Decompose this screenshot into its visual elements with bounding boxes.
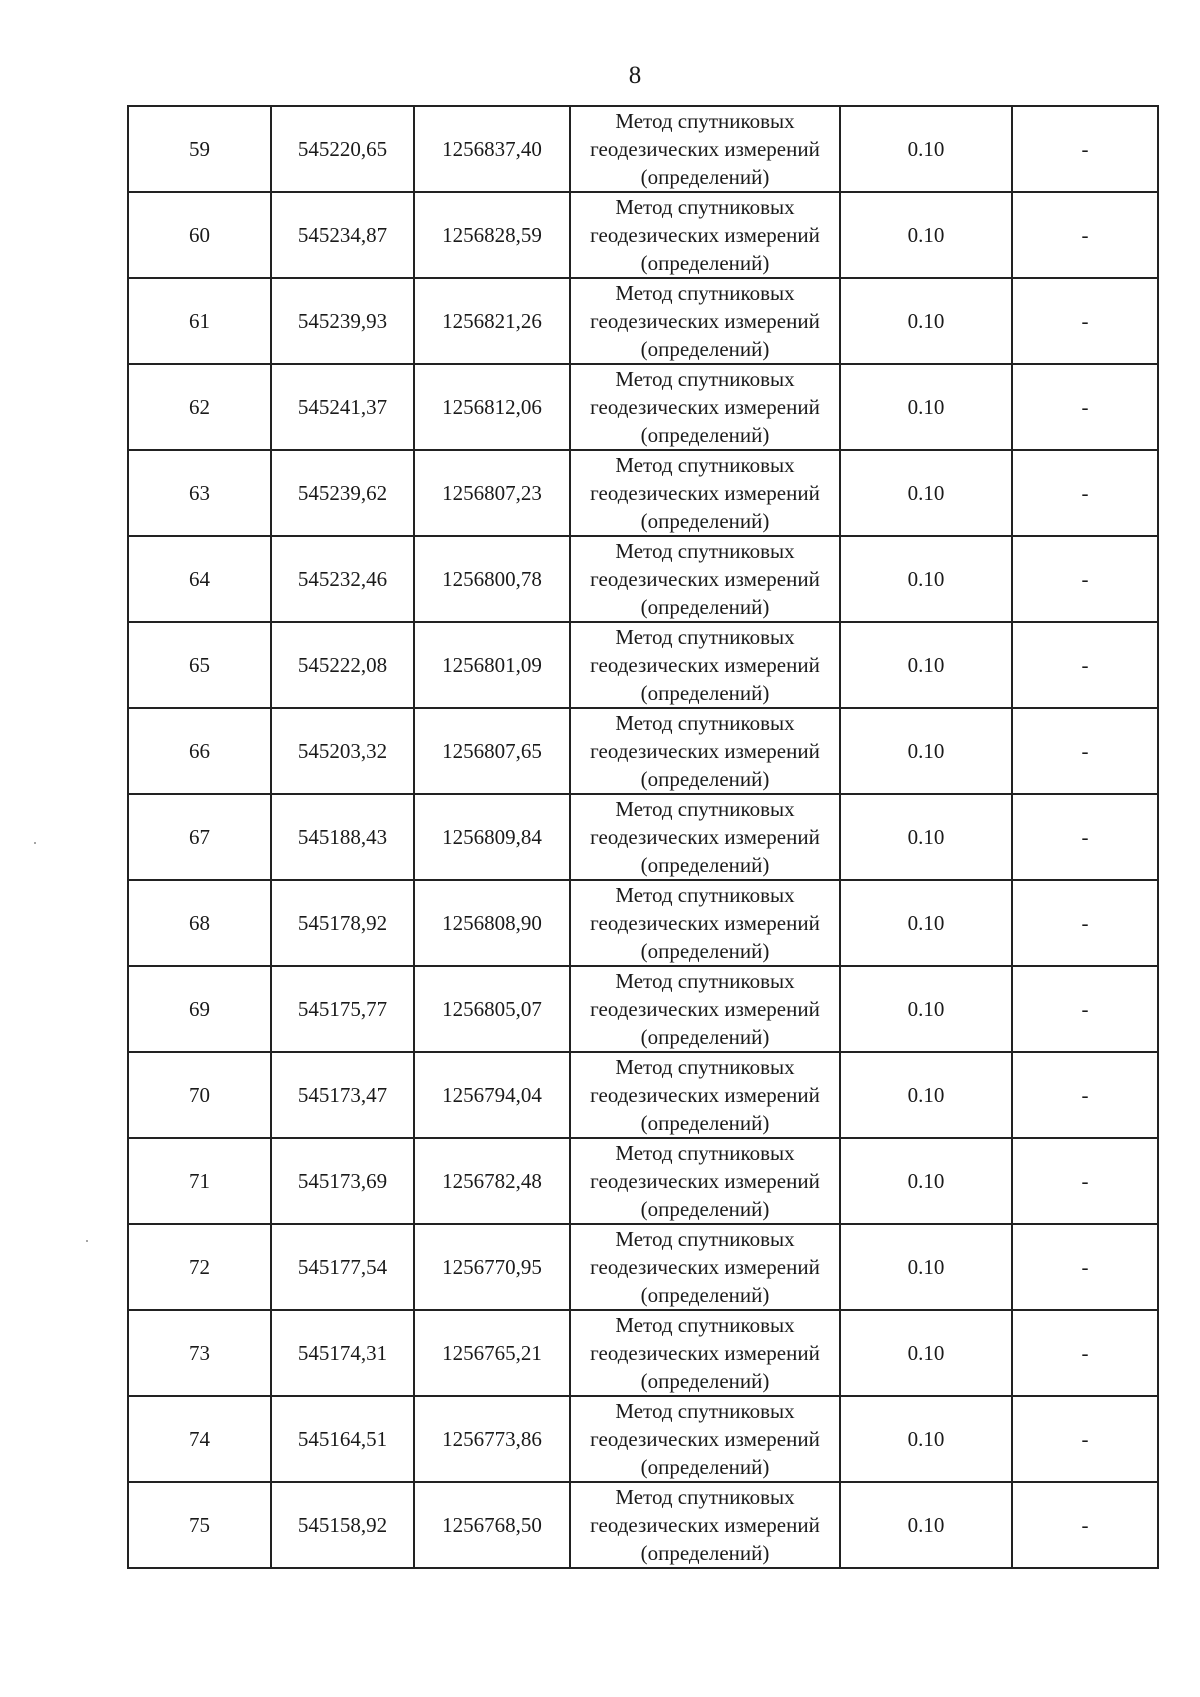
point-number-cell: 75 bbox=[128, 1482, 271, 1568]
method-line: геодезических измерений bbox=[590, 567, 820, 591]
table-row bbox=[128, 1224, 1158, 1310]
description-cell: - bbox=[1012, 450, 1158, 536]
method-line: Метод спутниковых bbox=[615, 969, 795, 993]
method-line: Метод спутниковых bbox=[615, 367, 795, 391]
x-coordinate-cell: 545241,37 bbox=[271, 364, 414, 450]
method-line: Метод спутниковых bbox=[615, 195, 795, 219]
point-number-cell: 70 bbox=[128, 1052, 271, 1138]
method-line: (определений) bbox=[640, 1197, 770, 1221]
x-coordinate-cell: 545239,62 bbox=[271, 450, 414, 536]
method-line: (определений) bbox=[640, 681, 770, 705]
accuracy-cell: 0.10 bbox=[840, 1052, 1012, 1138]
coordinates-table-body bbox=[128, 106, 1158, 1568]
table-row bbox=[128, 1396, 1158, 1482]
method-line: (определений) bbox=[640, 1541, 770, 1565]
x-coordinate-cell: 545177,54 bbox=[271, 1224, 414, 1310]
method-cell bbox=[570, 880, 840, 966]
method-line: (определений) bbox=[640, 1369, 770, 1393]
description-cell: - bbox=[1012, 536, 1158, 622]
point-number-cell: 63 bbox=[128, 450, 271, 536]
accuracy-cell: 0.10 bbox=[840, 708, 1012, 794]
method-line: Метод спутниковых bbox=[615, 109, 795, 133]
method-cell bbox=[570, 1310, 840, 1396]
method-line: геодезических измерений bbox=[590, 997, 820, 1021]
x-coordinate-cell: 545173,47 bbox=[271, 1052, 414, 1138]
x-coordinate-cell: 545188,43 bbox=[271, 794, 414, 880]
accuracy-cell: 0.10 bbox=[840, 278, 1012, 364]
method-line: геодезических измерений bbox=[590, 653, 820, 677]
point-number-cell: 61 bbox=[128, 278, 271, 364]
x-coordinate-cell: 545203,32 bbox=[271, 708, 414, 794]
point-number-cell: 66 bbox=[128, 708, 271, 794]
table-row bbox=[128, 192, 1158, 278]
table-row bbox=[128, 364, 1158, 450]
description-cell: - bbox=[1012, 278, 1158, 364]
y-coordinate-cell: 1256794,04 bbox=[414, 1052, 570, 1138]
method-cell bbox=[570, 794, 840, 880]
table-row bbox=[128, 1052, 1158, 1138]
accuracy-cell: 0.10 bbox=[840, 1138, 1012, 1224]
y-coordinate-cell: 1256808,90 bbox=[414, 880, 570, 966]
method-line: геодезических измерений bbox=[590, 825, 820, 849]
y-coordinate-cell: 1256768,50 bbox=[414, 1482, 570, 1568]
x-coordinate-cell: 545239,93 bbox=[271, 278, 414, 364]
y-coordinate-cell: 1256765,21 bbox=[414, 1310, 570, 1396]
accuracy-cell: 0.10 bbox=[840, 536, 1012, 622]
y-coordinate-cell: 1256828,59 bbox=[414, 192, 570, 278]
table-row bbox=[128, 106, 1158, 192]
method-line: Метод спутниковых bbox=[615, 711, 795, 735]
description-cell: - bbox=[1012, 1482, 1158, 1568]
method-line: геодезических измерений bbox=[590, 223, 820, 247]
description-cell: - bbox=[1012, 1138, 1158, 1224]
method-cell bbox=[570, 708, 840, 794]
table-row bbox=[128, 536, 1158, 622]
point-number-cell: 73 bbox=[128, 1310, 271, 1396]
accuracy-cell: 0.10 bbox=[840, 794, 1012, 880]
method-cell bbox=[570, 1396, 840, 1482]
description-cell: - bbox=[1012, 622, 1158, 708]
description-cell: - bbox=[1012, 1052, 1158, 1138]
table-row bbox=[128, 1310, 1158, 1396]
point-number-cell: 65 bbox=[128, 622, 271, 708]
x-coordinate-cell: 545173,69 bbox=[271, 1138, 414, 1224]
x-coordinate-cell: 545175,77 bbox=[271, 966, 414, 1052]
method-line: Метод спутниковых bbox=[615, 797, 795, 821]
method-line: геодезических измерений bbox=[590, 1255, 820, 1279]
method-line: (определений) bbox=[640, 853, 770, 877]
scan-speck bbox=[34, 842, 36, 844]
x-coordinate-cell: 545158,92 bbox=[271, 1482, 414, 1568]
accuracy-cell: 0.10 bbox=[840, 364, 1012, 450]
table-row bbox=[128, 708, 1158, 794]
table-row bbox=[128, 622, 1158, 708]
accuracy-cell: 0.10 bbox=[840, 1396, 1012, 1482]
y-coordinate-cell: 1256837,40 bbox=[414, 106, 570, 192]
accuracy-cell: 0.10 bbox=[840, 192, 1012, 278]
accuracy-cell: 0.10 bbox=[840, 622, 1012, 708]
method-line: Метод спутниковых bbox=[615, 539, 795, 563]
description-cell: - bbox=[1012, 880, 1158, 966]
method-line: Метод спутниковых bbox=[615, 1227, 795, 1251]
description-cell: - bbox=[1012, 106, 1158, 192]
method-line: геодезических измерений bbox=[590, 1427, 820, 1451]
method-line: Метод спутниковых bbox=[615, 1313, 795, 1337]
method-line: (определений) bbox=[640, 165, 770, 189]
method-line: (определений) bbox=[640, 1455, 770, 1479]
method-line: геодезических измерений bbox=[590, 137, 820, 161]
method-line: геодезических измерений bbox=[590, 395, 820, 419]
point-number-cell: 60 bbox=[128, 192, 271, 278]
method-line: геодезических измерений bbox=[590, 739, 820, 763]
point-number-cell: 71 bbox=[128, 1138, 271, 1224]
method-line: Метод спутниковых bbox=[615, 883, 795, 907]
method-line: (определений) bbox=[640, 509, 770, 533]
table-row bbox=[128, 278, 1158, 364]
description-cell: - bbox=[1012, 966, 1158, 1052]
accuracy-cell: 0.10 bbox=[840, 106, 1012, 192]
y-coordinate-cell: 1256801,09 bbox=[414, 622, 570, 708]
method-cell bbox=[570, 278, 840, 364]
method-line: геодезических измерений bbox=[590, 1169, 820, 1193]
y-coordinate-cell: 1256821,26 bbox=[414, 278, 570, 364]
method-line: Метод спутниковых bbox=[615, 1141, 795, 1165]
method-cell bbox=[570, 192, 840, 278]
x-coordinate-cell: 545222,08 bbox=[271, 622, 414, 708]
point-number-cell: 64 bbox=[128, 536, 271, 622]
method-line: (определений) bbox=[640, 939, 770, 963]
description-cell: - bbox=[1012, 794, 1158, 880]
table-row bbox=[128, 1482, 1158, 1568]
method-line: Метод спутниковых bbox=[615, 1399, 795, 1423]
method-cell bbox=[570, 966, 840, 1052]
accuracy-cell: 0.10 bbox=[840, 450, 1012, 536]
y-coordinate-cell: 1256770,95 bbox=[414, 1224, 570, 1310]
method-cell bbox=[570, 1138, 840, 1224]
x-coordinate-cell: 545232,46 bbox=[271, 536, 414, 622]
accuracy-cell: 0.10 bbox=[840, 966, 1012, 1052]
method-line: геодезических измерений bbox=[590, 1513, 820, 1537]
accuracy-cell: 0.10 bbox=[840, 880, 1012, 966]
point-number-cell: 62 bbox=[128, 364, 271, 450]
x-coordinate-cell: 545164,51 bbox=[271, 1396, 414, 1482]
point-number-cell: 72 bbox=[128, 1224, 271, 1310]
method-line: (определений) bbox=[640, 423, 770, 447]
method-line: (определений) bbox=[640, 767, 770, 791]
table-row bbox=[128, 1138, 1158, 1224]
accuracy-cell: 0.10 bbox=[840, 1224, 1012, 1310]
method-cell bbox=[570, 1224, 840, 1310]
description-cell: - bbox=[1012, 708, 1158, 794]
method-line: Метод спутниковых bbox=[615, 625, 795, 649]
description-cell: - bbox=[1012, 192, 1158, 278]
x-coordinate-cell: 545174,31 bbox=[271, 1310, 414, 1396]
y-coordinate-cell: 1256800,78 bbox=[414, 536, 570, 622]
method-cell bbox=[570, 622, 840, 708]
method-cell bbox=[570, 1052, 840, 1138]
scan-speck bbox=[86, 1240, 88, 1242]
table-row bbox=[128, 450, 1158, 536]
method-line: геодезических измерений bbox=[590, 481, 820, 505]
method-cell bbox=[570, 106, 840, 192]
accuracy-cell: 0.10 bbox=[840, 1310, 1012, 1396]
point-number-cell: 74 bbox=[128, 1396, 271, 1482]
method-line: (определений) bbox=[640, 1283, 770, 1307]
method-line: Метод спутниковых bbox=[615, 1485, 795, 1509]
description-cell: - bbox=[1012, 364, 1158, 450]
x-coordinate-cell: 545234,87 bbox=[271, 192, 414, 278]
method-line: (определений) bbox=[640, 1025, 770, 1049]
table-row bbox=[128, 794, 1158, 880]
x-coordinate-cell: 545178,92 bbox=[271, 880, 414, 966]
page-number: 8 bbox=[628, 62, 642, 89]
method-line: Метод спутниковых bbox=[615, 281, 795, 305]
method-line: геодезических измерений bbox=[590, 1341, 820, 1365]
method-line: (определений) bbox=[640, 337, 770, 361]
y-coordinate-cell: 1256807,65 bbox=[414, 708, 570, 794]
method-line: (определений) bbox=[640, 1111, 770, 1135]
y-coordinate-cell: 1256773,86 bbox=[414, 1396, 570, 1482]
method-cell bbox=[570, 536, 840, 622]
point-number-cell: 68 bbox=[128, 880, 271, 966]
point-number-cell: 59 bbox=[128, 106, 271, 192]
table-row bbox=[128, 880, 1158, 966]
method-line: геодезических измерений bbox=[590, 309, 820, 333]
method-cell bbox=[570, 1482, 840, 1568]
y-coordinate-cell: 1256812,06 bbox=[414, 364, 570, 450]
y-coordinate-cell: 1256807,23 bbox=[414, 450, 570, 536]
x-coordinate-cell: 545220,65 bbox=[271, 106, 414, 192]
y-coordinate-cell: 1256782,48 bbox=[414, 1138, 570, 1224]
description-cell: - bbox=[1012, 1310, 1158, 1396]
point-number-cell: 67 bbox=[128, 794, 271, 880]
method-line: (определений) bbox=[640, 251, 770, 275]
y-coordinate-cell: 1256805,07 bbox=[414, 966, 570, 1052]
method-line: Метод спутниковых bbox=[615, 453, 795, 477]
accuracy-cell: 0.10 bbox=[840, 1482, 1012, 1568]
coordinates-table bbox=[127, 105, 1159, 1569]
method-cell bbox=[570, 364, 840, 450]
method-cell bbox=[570, 450, 840, 536]
table-row bbox=[128, 966, 1158, 1052]
y-coordinate-cell: 1256809,84 bbox=[414, 794, 570, 880]
method-line: Метод спутниковых bbox=[615, 1055, 795, 1079]
description-cell: - bbox=[1012, 1396, 1158, 1482]
method-line: геодезических измерений bbox=[590, 1083, 820, 1107]
description-cell: - bbox=[1012, 1224, 1158, 1310]
point-number-cell: 69 bbox=[128, 966, 271, 1052]
method-line: геодезических измерений bbox=[590, 911, 820, 935]
method-line: (определений) bbox=[640, 595, 770, 619]
